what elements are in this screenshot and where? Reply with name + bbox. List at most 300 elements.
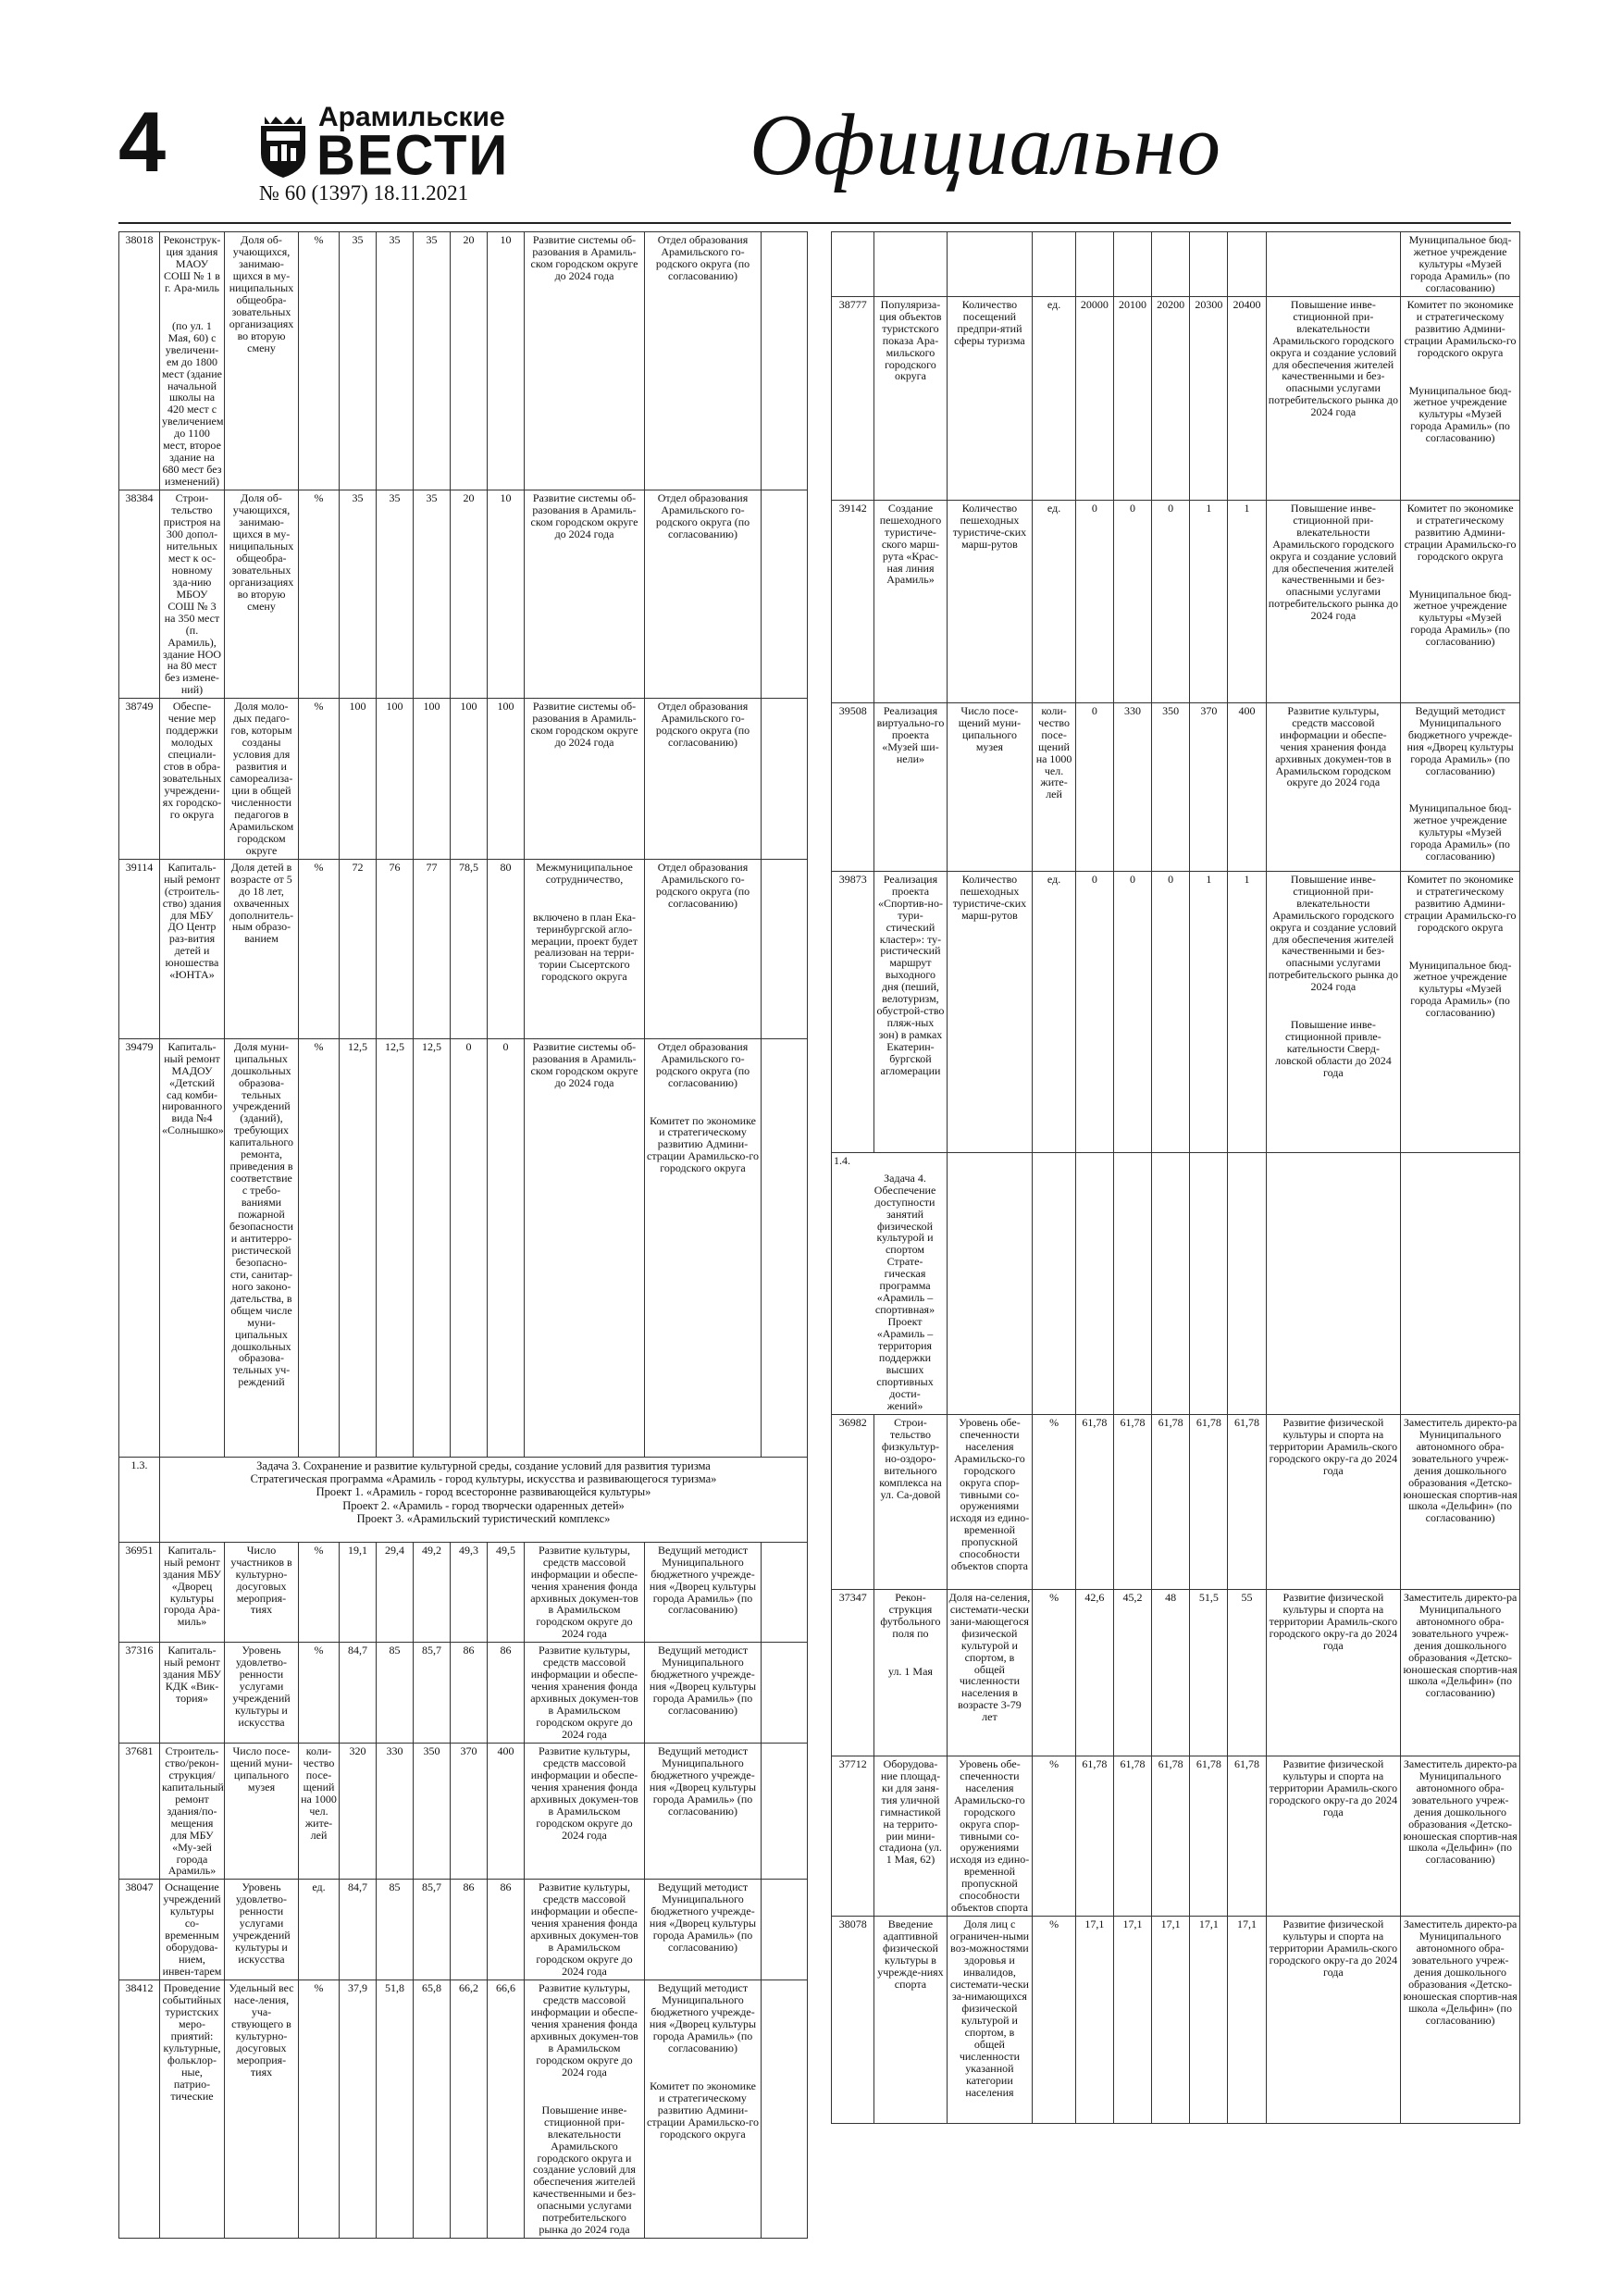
project-name-part: Оборудова-ние площад-ки для заня-тия уличной гимнастикой на террито-рии мини-стадиона (ул. 1 Мая, 62)	[879, 1756, 942, 1867]
program-goal-part: Повышение инве-стиционной при-влекательности Арамильского городского округа и создание условий для обеспечения жителей качественными и без-опасными услугами потребительского рынка до 2024 года	[1268, 872, 1399, 994]
unit: %	[299, 859, 340, 1038]
empty-cell	[762, 1880, 808, 1980]
indicator-name: Уровень удовлетво-ренности услугами учреждений культуры и искусства	[225, 1643, 299, 1744]
empty-cell	[1075, 1152, 1113, 1414]
project-name	[874, 702, 947, 871]
unit: ед.	[299, 1880, 340, 1980]
program-goal-part: Развитие системы об-разования в Арамиль-ском городском округе до 2024 года	[530, 700, 638, 750]
indicator-value: 17,1	[1152, 1917, 1190, 2124]
program-goal-part: Развитие культуры, средств массовой информации и обеспе-чения хранения фонда архивных докумен-тов в Арамильском городском округе до 2024 года	[530, 1543, 638, 1641]
indicator-value: 330	[377, 1743, 414, 1879]
project-name	[874, 871, 947, 1152]
project-name	[874, 1756, 947, 1916]
project-name	[160, 699, 225, 859]
program-goal-part: Повышение инве-стиционной привле-кательности Сверд-ловской области до 2024 года	[1274, 1018, 1392, 1080]
indicator-value: 61,78	[1152, 1414, 1190, 1589]
program-goal-part: Развитие культуры, средств массовой информации и обеспе-чения хранения фонда архивных докумен-тов в Арамильском городском округе до 2024 года	[530, 1981, 638, 2079]
project-name	[874, 1589, 947, 1756]
indicator-value: 20200	[1152, 296, 1190, 500]
indicator-value: 0	[1075, 500, 1113, 702]
indicator-name: Доля муни-ципальных дошкольных образова-тельных учреждений (зданий), требующих капитального ремонта, приведения в соответствие с требо-ваниями пожарной безопасности и антитерро-ристической безопасно-сти, санитар-ного законо-дательства, в общем числе муни-ципальных дошкольных образова-тельных уч-реждений	[225, 1038, 299, 1457]
program-goal	[525, 232, 645, 490]
project-name-part: Популяриза-ция объектов туристского показа Ара-мильского городского округа	[879, 297, 942, 383]
program-goal	[1266, 296, 1401, 500]
responsible-part: Ведущий методист Муниципального бюджетного учрежде-ния «Дворец культуры города Арамиль» (по согласованию)	[649, 1644, 757, 1718]
row-id: 38749	[119, 699, 160, 859]
table-row	[832, 1917, 1520, 2124]
indicator-value: 61,78	[1190, 1414, 1228, 1589]
empty-cell	[1075, 232, 1113, 297]
empty-cell	[874, 232, 947, 297]
table-row	[119, 1542, 808, 1643]
responsible	[645, 1880, 762, 1980]
responsible	[645, 490, 762, 699]
indicator-name: Количество посещений предпри-ятий сферы туризма	[947, 296, 1033, 500]
indicator-value: 49,3	[451, 1542, 488, 1643]
indicator-value: 48	[1152, 1589, 1190, 1756]
indicator-value: 17,1	[1075, 1917, 1113, 2124]
responsible	[645, 859, 762, 1038]
program-goal-part: Развитие системы об-разования в Арамиль-ском городском округе до 2024 года	[530, 1039, 638, 1089]
indicator-value: 84,7	[340, 1643, 377, 1744]
project-name-part: Капиталь-ный ремонт здания МБУ «Дворец культуры города Ара-миль»	[163, 1543, 221, 1629]
indicator-value: 100	[488, 699, 525, 859]
indicator-value: 35	[340, 490, 377, 699]
row-id: 37316	[119, 1643, 160, 1744]
responsible-part: Заместитель директо-ра Муниципального автономного обра-зовательного учреж-дения дошкольного образования «Детско-юношеская спортив-ная школа «Дельфин» (по согласованию)	[1403, 1415, 1518, 1525]
indicator-value: 35	[377, 232, 414, 490]
right-program-table	[831, 231, 1520, 2124]
indicator-value: 61,78	[1228, 1414, 1266, 1589]
indicator-value: 20	[451, 490, 488, 699]
project-name-part: Рекон-струкция футбольного поля по	[880, 1590, 941, 1640]
indicator-value: 0	[1113, 871, 1151, 1152]
indicator-value: 86	[451, 1643, 488, 1744]
row-id: 37712	[832, 1756, 874, 1916]
responsible-part: Ведущий методист Муниципального бюджетного учрежде-ния «Дворец культуры города Арамиль» (по согласованию)	[649, 1543, 757, 1617]
task-row	[832, 1152, 1520, 1414]
header-divider	[118, 222, 1511, 224]
indicator-value: 20300	[1190, 296, 1228, 500]
logo-caption: Арамильские	[318, 102, 505, 132]
project-name-part: Создание пешеходного туристиче-ского марш-рута «Крас-ная линия Арамиль»	[879, 501, 942, 587]
indicator-value: 49,2	[414, 1542, 451, 1643]
indicator-value: 77	[414, 859, 451, 1038]
indicator-value: 76	[377, 859, 414, 1038]
row-id: 39114	[119, 859, 160, 1038]
program-goal-part: Развитие физической культуры и спорта на территории Арамиль-ского городского окру-га до 2024 года	[1269, 1590, 1398, 1652]
unit: %	[1033, 1589, 1075, 1756]
unit: %	[299, 1038, 340, 1457]
row-id: 38777	[832, 296, 874, 500]
indicator-value: 35	[414, 232, 451, 490]
project-name-part: Проведение событийных туристских меро-приятий: культурные, фольклор-ные, патрио-тические	[162, 1981, 222, 2103]
table-row	[832, 1756, 1520, 1916]
program-goal	[525, 1743, 645, 1879]
indicator-name: Доля об-учающихся, занимаю-щихся в му-ниципальных общеобра-зовательных организациях во вторую смену	[225, 490, 299, 699]
indicator-value: 100	[377, 699, 414, 859]
project-name	[874, 296, 947, 500]
table-row	[119, 490, 808, 699]
project-name-part: Капиталь-ный ремонт (строитель-ство) здания для МБУ ДО Центр раз-вития детей и юношества «ЮНТА»	[162, 860, 222, 982]
indicator-value: 350	[414, 1743, 451, 1879]
program-goal	[525, 859, 645, 1038]
program-goal-part: Развитие культуры, средств массовой информации и обеспе-чения хранения фонда архивных докумен-тов в Арамильском городском округе до 2024 года	[530, 1880, 638, 1979]
responsible-part: Комитет по экономике и стратегическому развитию Админи-страции Арамильско-го городского округа	[1404, 872, 1517, 934]
row-id: 39142	[832, 500, 874, 702]
row-id: 38384	[119, 490, 160, 699]
indicator-value: 1	[1190, 500, 1228, 702]
responsible-part: Ведущий методист Муниципального бюджетного учрежде-ния «Дворец культуры города Арамиль» (по согласованию)	[649, 1880, 757, 1955]
task-line: Проект 2. «Арамиль - город творчески одаренных детей»	[342, 1498, 625, 1512]
indicator-value: 35	[414, 490, 451, 699]
indicator-value: 0	[1113, 500, 1151, 702]
project-name	[160, 232, 225, 490]
indicator-name: Уровень удовлетво-ренности услугами учреждений культуры и искусства	[225, 1880, 299, 1980]
indicator-value: 61,78	[1113, 1756, 1151, 1916]
indicator-value: 320	[340, 1743, 377, 1879]
project-name-part: Реконструк-ция здания МАОУ СОШ № 1 в г. Ара-миль	[163, 233, 221, 294]
indicator-value: 10	[488, 232, 525, 490]
responsible	[645, 1980, 762, 2239]
indicator-value: 19,1	[340, 1542, 377, 1643]
empty-cell	[947, 1152, 1033, 1414]
indicator-value: 370	[1190, 702, 1228, 871]
program-goal-part: Развитие физической культуры и спорта на территории Арамиль-ского городского окру-га до 2024 года	[1269, 1917, 1398, 1979]
responsible-part: Ведущий методист Муниципального бюджетного учрежде-ния «Дворец культуры города Арамиль» (по согласованию)	[1406, 703, 1514, 777]
project-name-part: Капиталь-ный ремонт МАДОУ «Детский сад комби-нированного вида №4 «Солнышко»	[162, 1039, 224, 1137]
unit: %	[1033, 1414, 1075, 1589]
empty-cell	[1228, 232, 1266, 297]
responsible-part: Муниципальное бюд-жетное учреждение культуры «Музей города Арамиль» (по согласованию)	[1408, 383, 1512, 445]
responsible	[645, 1038, 762, 1457]
project-name-part: Строи-тельство пристроя на 300 допол-нительных мест к ос-новному зда-нию МБОУ СОШ № 3 на 350 мест (п. Арамиль), здание НОО на 80 мест без измене-ний)	[162, 491, 222, 697]
responsible	[1401, 1589, 1520, 1756]
table-row	[119, 859, 808, 1038]
responsible	[1401, 871, 1520, 1152]
program-goal	[1266, 500, 1401, 702]
indicator-value: 61,78	[1190, 1756, 1228, 1916]
responsible-part: Муниципальное бюд-жетное учреждение культуры «Музей города Арамиль» (по согласованию)	[1408, 801, 1512, 863]
indicator-name: Уровень обе-спеченности населения Арамильско-го городского округа спор-тивными со-оружениями исходя из едино-временной пропускной способности объектов спорта	[947, 1414, 1033, 1589]
empty-cell	[762, 699, 808, 859]
program-goal-part: Развитие культуры, средств массовой информации и обеспе-чения хранения фонда архивных докумен-тов в Арамильском городском округе до 2024 года	[530, 1644, 638, 1741]
left-program-table	[118, 231, 808, 2239]
responsible-part: Заместитель директо-ра Муниципального автономного обра-зовательного учреж-дения дошкольного образования «Детско-юношеская спортив-ная школа «Дельфин» (по согласованию)	[1403, 1756, 1518, 1867]
empty-cell	[1190, 232, 1228, 297]
program-goal	[1266, 1756, 1401, 1916]
task-number: 1.3.	[119, 1457, 160, 1542]
project-name-part: Оснащение учреждений культуры со-временным оборудова-нием, инвен-тарем	[162, 1880, 222, 1979]
row-id: 39479	[119, 1038, 160, 1457]
project-name	[160, 1743, 225, 1879]
indicator-value: 61,78	[1075, 1756, 1113, 1916]
task-line: Задача 3. Сохранение и развитие культурной среды, создание условий для развития туризма	[256, 1458, 711, 1472]
row-id: 38078	[832, 1917, 874, 2124]
indicator-value: 66,2	[451, 1980, 488, 2239]
continued-row	[832, 232, 1520, 297]
indicator-value: 51,8	[377, 1980, 414, 2239]
responsible	[1401, 500, 1520, 702]
unit: %	[299, 1980, 340, 2239]
indicator-value: 0	[1152, 871, 1190, 1152]
project-name-part: Строитель-ство/рекон-струкция/ капитальный ремонт здания/по-мещения для МБУ «Му-зей города Арамиль»	[162, 1744, 224, 1878]
indicator-value: 55	[1228, 1589, 1266, 1756]
empty-cell	[832, 232, 874, 297]
table-row	[119, 1980, 808, 2239]
responsible	[1401, 1917, 1520, 2124]
empty-cell	[1113, 232, 1151, 297]
empty-cell	[762, 1542, 808, 1643]
table-row	[832, 296, 1520, 500]
indicator-value: 85	[377, 1880, 414, 1980]
table-row	[832, 500, 1520, 702]
newspaper-logo	[257, 102, 510, 188]
program-goal-part: Развитие физической культуры и спорта на территории Арамиль-ского городского окру-га до 2024 года	[1269, 1756, 1398, 1818]
indicator-value: 10	[488, 490, 525, 699]
indicator-value: 85	[377, 1643, 414, 1744]
indicator-value: 42,6	[1075, 1589, 1113, 1756]
empty-cell	[762, 490, 808, 699]
indicator-value: 350	[1152, 702, 1190, 871]
project-name-part: Строи-тельство физкультур-но-оздоро-вительного комплекса на ул. Са-довой	[879, 1415, 942, 1501]
table-row	[119, 1880, 808, 1980]
indicator-name: Удельный вес насе-ления, уча-ствующего в культурно-досуговых мероприя-тиях	[225, 1980, 299, 2239]
program-goal-part: Развитие физической культуры и спорта на территории Арамиль-ского городского окру-га до 2024 года	[1269, 1415, 1398, 1477]
indicator-value: 72	[340, 859, 377, 1038]
unit: %	[299, 699, 340, 859]
indicator-value: 100	[414, 699, 451, 859]
indicator-value: 80	[488, 859, 525, 1038]
indicator-name: Доля на-селения, системати-чески зани-мающегося физической культурой и спортом, в общей численности населения в возрасте 3-79 лет	[947, 1589, 1033, 1756]
empty-cell	[762, 232, 808, 490]
indicator-value: 20400	[1228, 296, 1266, 500]
indicator-value: 61,78	[1228, 1756, 1266, 1916]
unit: %	[1033, 1917, 1075, 2124]
responsible	[645, 1542, 762, 1643]
indicator-value: 12,5	[414, 1038, 451, 1457]
task-description: Задача 4. Обеспечение доступности занятий физической культурой и спортом Страте-гическая программа «Арамиль – спортивная» Проект «Арамиль – территория поддержки высших спортивных дости-жений»	[873, 1171, 936, 1412]
project-name	[874, 1917, 947, 2124]
row-id: 38412	[119, 1980, 160, 2239]
unit: ед.	[1033, 500, 1075, 702]
unit: коли-чество посе-щений на 1000 чел. жите-лей	[299, 1743, 340, 1879]
task-number: 1.4.	[834, 1153, 850, 1167]
indicator-value: 370	[451, 1743, 488, 1879]
indicator-name: Число участников в культурно-досуговых мероприя-тиях	[225, 1542, 299, 1643]
empty-cell	[762, 859, 808, 1038]
responsible	[1401, 1414, 1520, 1589]
program-goal	[525, 1880, 645, 1980]
coat-of-arms-icon	[257, 113, 309, 180]
indicator-value: 61,78	[1075, 1414, 1113, 1589]
indicator-value: 17,1	[1228, 1917, 1266, 2124]
responsible-part: Отдел образования Арамильского го-родского округа (по согласованию)	[655, 1039, 750, 1089]
indicator-value: 100	[451, 699, 488, 859]
program-goal-part: Межмуниципальное сотрудничество,	[536, 860, 633, 886]
responsible	[645, 699, 762, 859]
indicator-name: Число посе-щений муни-ципального музея	[225, 1743, 299, 1879]
row-id: 38018	[119, 232, 160, 490]
empty-cell	[1401, 1152, 1520, 1414]
indicator-value: 84,7	[340, 1880, 377, 1980]
indicator-value: 86	[451, 1880, 488, 1980]
table-row	[119, 1643, 808, 1744]
table-row	[832, 1589, 1520, 1756]
program-goal	[1266, 1414, 1401, 1589]
indicator-name: Доля лиц с ограничен-ными воз-можностями здоровья и инвалидов, системати-чески за-нимающихся физической культурой и спортом, в общей численности указанной категории населения	[947, 1917, 1033, 2124]
project-name	[160, 1880, 225, 1980]
responsible: Муниципальное бюд-жетное учреждение культуры «Музей города Арамиль» (по согласованию)	[1401, 232, 1520, 297]
unit: ед.	[1033, 871, 1075, 1152]
task-line: Проект 3. «Арамильский туристический комплекс»	[356, 1512, 611, 1526]
indicator-value: 86	[488, 1880, 525, 1980]
unit: %	[299, 232, 340, 490]
responsible-part: Ведущий методист Муниципального бюджетного учрежде-ния «Дворец культуры города Арамиль» (по согласованию)	[649, 1744, 757, 1818]
indicator-value: 1	[1228, 871, 1266, 1152]
unit: %	[299, 490, 340, 699]
indicator-value: 86	[488, 1643, 525, 1744]
page-number: 4	[118, 95, 167, 190]
program-goal-part: Повышение инве-стиционной при-влекательности Арамильского городского округа и создание условий для обеспечения жителей качественными и без-опасными услугами потребительского рынка до 2024 года	[532, 2103, 637, 2237]
task-cell	[832, 1152, 948, 1414]
table-row	[832, 871, 1520, 1152]
table-row	[119, 232, 808, 490]
indicator-value: 51,5	[1190, 1589, 1228, 1756]
project-name	[160, 859, 225, 1038]
project-name	[160, 1643, 225, 1744]
indicator-value: 0	[451, 1038, 488, 1457]
row-id: 37681	[119, 1743, 160, 1879]
project-name-part: (по ул. 1 Мая, 60) с увеличени-ем до 1800 мест (здание начальной школы на 420 мест с увеличением до 1100 мест, второе здание на 680 мест без изменений)	[162, 318, 224, 489]
indicator-value: 17,1	[1190, 1917, 1228, 2124]
responsible	[1401, 1756, 1520, 1916]
empty-cell	[1033, 1152, 1075, 1414]
indicator-value: 49,5	[488, 1542, 525, 1643]
indicator-name: Число посе-щений муни-ципального музея	[947, 702, 1033, 871]
table-row	[119, 1743, 808, 1879]
table-row	[832, 1414, 1520, 1589]
indicator-name: Количество пешеходных туристиче-ских марш-рутов	[947, 500, 1033, 702]
table-row	[119, 699, 808, 859]
empty-cell	[762, 1980, 808, 2239]
project-name	[160, 1542, 225, 1643]
empty-cell	[1152, 232, 1190, 297]
indicator-value: 0	[1075, 702, 1113, 871]
indicator-value: 1	[1190, 871, 1228, 1152]
indicator-value: 61,78	[1113, 1414, 1151, 1589]
program-goal	[525, 1038, 645, 1457]
row-id: 36982	[832, 1414, 874, 1589]
empty-cell	[1228, 1152, 1266, 1414]
responsible-part: Отдел образования Арамильского го-родского округа (по согласованию)	[655, 233, 750, 282]
responsible-part: Муниципальное бюд-жетное учреждение культуры «Музей города Арамиль» (по согласованию)	[1408, 587, 1512, 649]
empty-cell	[1266, 1152, 1401, 1414]
program-goal-part: Развитие культуры, средств массовой информации и обеспе-чения хранения фонда архивных докумен-тов в Арамильском городском округе до 2024 года	[530, 1744, 638, 1842]
issue-number: № 60 (1397) 18.11.2021	[259, 181, 469, 205]
indicator-name: Количество пешеходных туристиче-ских марш-рутов	[947, 871, 1033, 1152]
indicator-value: 400	[488, 1743, 525, 1879]
responsible	[1401, 296, 1520, 500]
indicator-value: 0	[1152, 500, 1190, 702]
responsible-part: Отдел образования Арамильского го-родского округа (по согласованию)	[655, 700, 750, 750]
project-name	[874, 1414, 947, 1589]
indicator-value: 85,7	[414, 1880, 451, 1980]
responsible-part: Заместитель директо-ра Муниципального автономного обра-зовательного учреж-дения дошкольного образования «Детско-юношеская спортив-ная школа «Дельфин» (по согласованию)	[1403, 1917, 1518, 2027]
responsible	[645, 1743, 762, 1879]
table-row	[832, 702, 1520, 871]
program-goal	[1266, 1589, 1401, 1756]
indicator-name: Уровень обе-спеченности населения Арамильско-го городского округа спор-тивными со-оружениями исходя из едино-временной пропускной способности объектов спорта	[947, 1756, 1033, 1916]
responsible-part: Заместитель директо-ра Муниципального автономного обра-зовательного учреж-дения дошкольного образования «Детско-юношеская спортив-ная школа «Дельфин» (по согласованию)	[1403, 1590, 1518, 1700]
logo-title: ВЕСТИ	[316, 123, 510, 188]
indicator-value: 37,9	[340, 1980, 377, 2239]
indicator-value: 85,7	[414, 1643, 451, 1744]
project-name	[874, 500, 947, 702]
indicator-value: 20	[451, 232, 488, 490]
indicator-name: Доля об-учающихся, занимаю-щихся в му-ниципальных общеобра-зовательных организациях во вторую смену	[225, 232, 299, 490]
project-name-part: ул. 1 Мая	[887, 1664, 933, 1678]
indicator-value: 12,5	[377, 1038, 414, 1457]
row-id: 39508	[832, 702, 874, 871]
program-goal	[1266, 1917, 1401, 2124]
indicator-value: 20000	[1075, 296, 1113, 500]
indicator-value: 0	[488, 1038, 525, 1457]
program-goal	[525, 1643, 645, 1744]
responsible-part: Отдел образования Арамильского го-родского округа (по согласованию)	[655, 860, 750, 910]
row-id: 36951	[119, 1542, 160, 1643]
indicator-value: 66,6	[488, 1980, 525, 2239]
task-line: Проект 1. «Арамиль - город всесторонне развивающейся культуры»	[316, 1485, 651, 1499]
responsible-part: Муниципальное бюд-жетное учреждение культуры «Музей города Арамиль» (по согласованию)	[1408, 958, 1512, 1020]
indicator-value: 0	[1075, 871, 1113, 1152]
program-goal	[525, 1542, 645, 1643]
responsible-part: Комитет по экономике и стратегическому развитию Админи-страции Арамильско-го городского округа	[647, 2079, 759, 2141]
program-goal	[1266, 702, 1401, 871]
responsible-part: Комитет по экономике и стратегическому развитию Админи-страции Арамильско-го городского округа	[1404, 501, 1517, 563]
unit: %	[299, 1643, 340, 1744]
indicator-value: 100	[340, 699, 377, 859]
project-name	[160, 490, 225, 699]
empty-cell	[1033, 232, 1075, 297]
indicator-name: Доля моло-дых педаго-гов, которым созданы условия для развития и самореализа-ции в общей численности педагогов в Арамильском городском округе	[225, 699, 299, 859]
indicator-value: 20100	[1113, 296, 1151, 500]
table-row	[119, 1038, 808, 1457]
indicator-value: 29,4	[377, 1542, 414, 1643]
indicator-value: 12,5	[340, 1038, 377, 1457]
empty-cell	[762, 1743, 808, 1879]
indicator-name: Доля детей в возрасте от 5 до 18 лет, охваченных дополнитель-ным образо-ванием	[225, 859, 299, 1038]
program-goal	[1266, 871, 1401, 1152]
responsible-part: Комитет по экономике и стратегическому развитию Админи-страции Арамильско-го городского округа	[1404, 297, 1517, 359]
empty-cell	[1113, 1152, 1151, 1414]
row-id: 38047	[119, 1880, 160, 1980]
responsible-part: Комитет по экономике и стратегическому развитию Админи-страции Арамильско-го городского округа	[647, 1113, 759, 1175]
responsible-part: Отдел образования Арамильского го-родского округа (по согласованию)	[655, 491, 750, 540]
program-goal-part: Развитие системы об-разования в Арамиль-ском городском округе до 2024 года	[530, 491, 638, 540]
program-goal-part: Повышение инве-стиционной при-влекательности Арамильского городского округа и создание условий для обеспечения жителей качественными и без-опасными услугами потребительского рынка до 2024 года	[1268, 297, 1399, 419]
indicator-value: 45,2	[1113, 1589, 1151, 1756]
project-name-part: Обеспе-чение мер поддержки молодых специали-стов в обра-зовательных учреждени-ях городско-го округа	[162, 700, 222, 821]
row-id: 37347	[832, 1589, 874, 1756]
program-goal-part: включено в план Ека-теринбургской агло-мерации, проект будет реализован на терри-тории Сысертского городского округа	[531, 910, 638, 984]
project-name-part: Реализация виртуально-го проекта «Музей ши-нели»	[876, 703, 945, 765]
indicator-value: 65,8	[414, 1980, 451, 2239]
program-goal-part: Повышение инве-стиционной при-влекательности Арамильского городского округа и создание условий для обеспечения жителей качественными и без-опасными услугами потребительского рынка до 2024 года	[1268, 501, 1399, 623]
program-goal	[525, 490, 645, 699]
unit: %	[299, 1542, 340, 1643]
empty-cell	[762, 1643, 808, 1744]
